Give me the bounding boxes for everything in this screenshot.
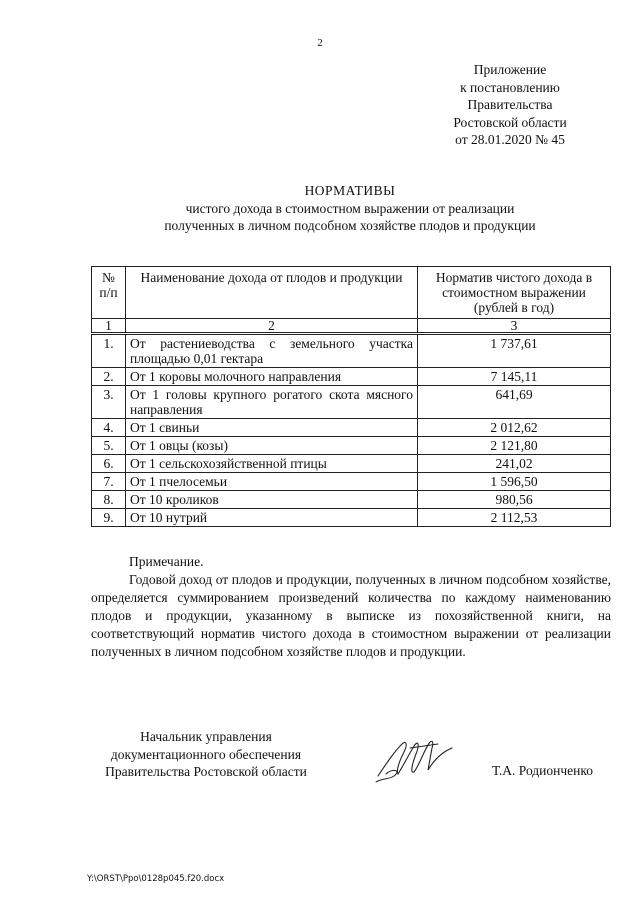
- row-num: 4.: [92, 419, 126, 437]
- row-value: 7 145,11: [418, 368, 611, 386]
- row-name: От 1 овцы (козы): [126, 437, 418, 455]
- header-num: № п/п: [92, 267, 126, 319]
- title-line: чистого дохода в стоимостном выражении от реализации: [185, 200, 515, 216]
- title-heading: НОРМАТИВЫ: [304, 183, 396, 198]
- row-value: 1 737,61: [418, 334, 611, 368]
- signatory-name: Т.А. Родионченко: [492, 763, 593, 778]
- column-number-row: [92, 319, 611, 334]
- table-row: [92, 386, 611, 419]
- row-value: 1 596,50: [418, 473, 611, 491]
- appendix-line: к постановлению: [460, 79, 560, 95]
- row-num: 5.: [92, 437, 126, 455]
- row-num: 9.: [92, 509, 126, 527]
- column-number: 3: [418, 319, 611, 334]
- page-number: 2: [317, 37, 323, 49]
- table-row: [92, 419, 611, 437]
- row-num: 6.: [92, 455, 126, 473]
- table-row: [92, 491, 611, 509]
- row-value: 980,56: [418, 491, 611, 509]
- appendix-line: Ростовской области: [453, 114, 567, 130]
- row-name: От 1 коровы молочного направления: [126, 368, 418, 386]
- appendix-line: от 28.01.2020 № 45: [455, 132, 565, 147]
- row-value: 241,02: [418, 455, 611, 473]
- row-name: От растениеводства с земельного участка площадью 0,01 гектара: [126, 334, 418, 368]
- header-value: Норматив чистого дохода в стоимостном выражении (рублей в год): [418, 267, 611, 319]
- appendix-line: Приложение: [473, 62, 547, 77]
- column-number: 2: [126, 319, 418, 334]
- signatory-position: [90, 728, 322, 781]
- row-num: 7.: [92, 473, 126, 491]
- table-row: [92, 334, 611, 368]
- table-row: [92, 509, 611, 527]
- note-text: Годовой доход от плодов и продукции, полученных в личном подсобном хозяйстве, определяется суммированием произведений количества по каждому наименованию плодов и продукции, указанному в выписке из похозяйственной книги, на соответствующий норматив чистого дохода в стоимостном выражении от реализации полученных в личном подсобном хозяйстве плодов и продукции.: [91, 572, 611, 659]
- title-line: полученных в личном подсобном хозяйстве плодов и продукции: [164, 218, 536, 233]
- row-num: 3.: [92, 386, 126, 419]
- row-name: От 1 свиньи: [126, 419, 418, 437]
- position-line: документационного обеспечения: [110, 746, 302, 762]
- row-value: 641,69: [418, 386, 611, 419]
- table-header-row: [92, 267, 611, 319]
- table-row: [92, 437, 611, 455]
- row-name: От 1 сельскохозяйственной птицы: [126, 455, 418, 473]
- row-value: 2 121,80: [418, 437, 611, 455]
- row-num: 1.: [92, 334, 126, 368]
- norms-table: [91, 266, 611, 527]
- table-row: [92, 368, 611, 386]
- row-value: 2 112,53: [418, 509, 611, 527]
- handwritten-signature: [372, 730, 462, 788]
- position-line: Начальник управления: [140, 729, 272, 744]
- table-row: [92, 473, 611, 491]
- header-name: Наименование дохода от плодов и продукции: [126, 267, 418, 319]
- column-number: 1: [92, 319, 126, 334]
- row-value: 2 012,62: [418, 419, 611, 437]
- position-line: Правительства Ростовской области: [105, 764, 307, 779]
- row-num: 8.: [92, 491, 126, 509]
- row-name: От 10 нутрий: [126, 509, 418, 527]
- note-heading: Примечание.: [129, 554, 204, 569]
- row-name: От 1 пчелосемьи: [126, 473, 418, 491]
- appendix-block: [440, 61, 580, 149]
- row-name: От 10 кроликов: [126, 491, 418, 509]
- row-num: 2.: [92, 368, 126, 386]
- table-row: [92, 455, 611, 473]
- appendix-line: Правительства: [467, 97, 553, 112]
- note-block: [91, 553, 611, 661]
- row-name: От 1 головы крупного рогатого скота мясного направления: [126, 386, 418, 419]
- file-path: Y:\ORST\Ppo\0128p045.f20.docx: [87, 874, 225, 884]
- document-title: [0, 182, 640, 235]
